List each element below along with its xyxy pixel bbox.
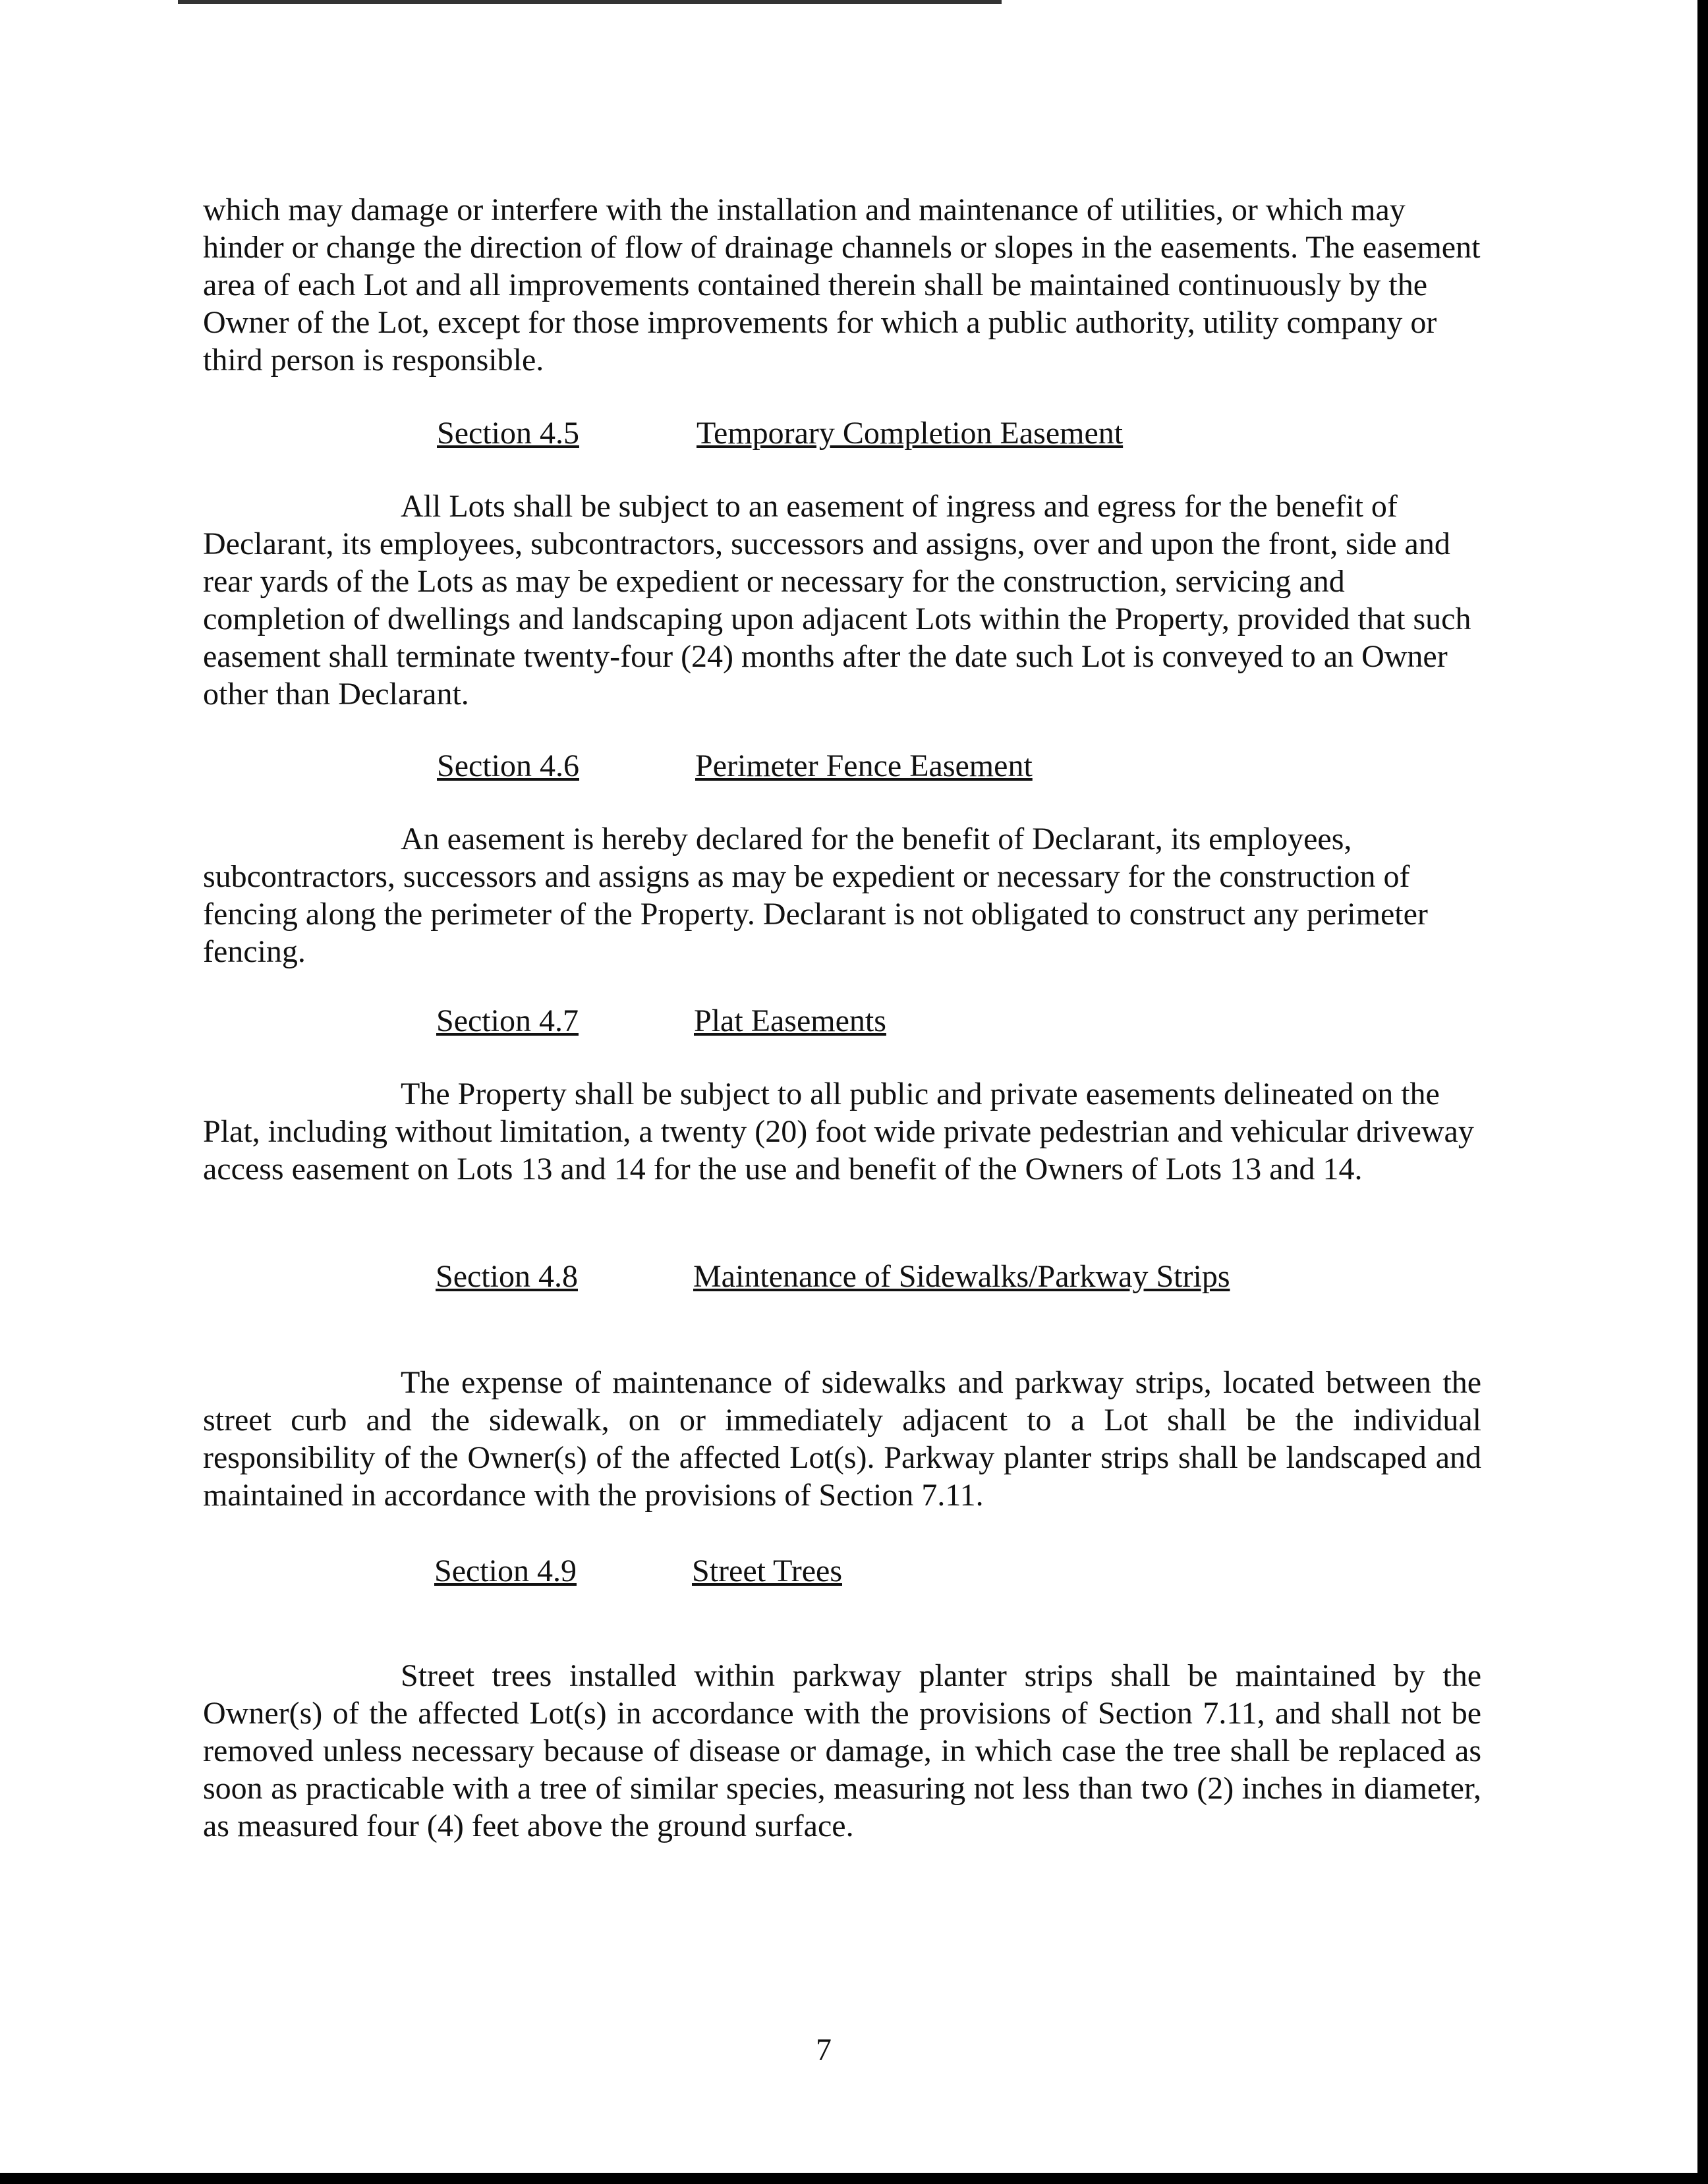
section-4-8-title: Maintenance of Sidewalks/Parkway Strips (693, 1259, 1230, 1294)
section-4-5-number: Section 4.5 (437, 416, 579, 451)
section-4-7-title: Plat Easements (694, 1003, 886, 1038)
section-4-5-body: All Lots shall be subject to an easement of ingress and egress for the benefit of Declarant, its employees, subcontractors, successors and assigns, over and upon the front, side and rear yards of the Lots as may be expedient or necessary for the construction, servicing and completion of dwellings and landscaping upon adjacent Lots within the Property, provided that such easement shall terminate twenty-four (24) months after the date such Lot is conveyed to an Owner other than Declarant. (203, 489, 1471, 712)
section-4-6-body: An easement is hereby declared for the benefit of Declarant, its employees, subcontractors, successors and assigns as may be expedient or necessary for the construction of fencing along the perimeter of the Property. Declarant is not obligated to construct any perimeter fencing. (203, 822, 1428, 969)
section-4-6-title: Perimeter Fence Easement (695, 748, 1033, 783)
section-4-9-number: Section 4.9 (434, 1554, 577, 1588)
top-rule (178, 0, 1002, 4)
section-4-8-number: Section 4.8 (436, 1259, 578, 1294)
section-4-6-number: Section 4.6 (437, 748, 579, 783)
continuation-paragraph: which may damage or interfere with the installation and maintenance of utilities, or which may hinder or change the direction of flow of drainage channels or slopes in the easements. The easement area of each Lot and all improvements contained therein shall be maintained continuously by the Owner of the Lot, except for those improvements for which a public authority, utility company or third person is responsible. (203, 192, 1481, 378)
page-number: 7 (816, 2032, 832, 2067)
section-4-9-title: Street Trees (692, 1554, 842, 1588)
section-4-5-title: Temporary Completion Easement (697, 416, 1124, 451)
section-4-9-body: Street trees installed within parkway planter strips shall be maintained by the Owner(s) of the affected Lot(s) in accordance with the provisions of Section 7.11, and shall not be removed unless necessary because of disease or damage, in which case the tree shall be replaced as soon as practicable with a tree of similar species, measuring not less than two (2) inches in diameter, as measured four (4) feet above the ground surface. (203, 1658, 1481, 1843)
section-4-7-number: Section 4.7 (436, 1003, 579, 1038)
section-4-7-body: The Property shall be subject to all public and private easements delineated on the Plat, including without limitation, a twenty (20) foot wide private pedestrian and vehicular driveway access easement on Lots 13 and 14 for the use and benefit of the Owners of Lots 13 and 14. (203, 1077, 1474, 1187)
section-4-8-body: The expense of maintenance of sidewalks and parkway strips, located between the street curb and the sidewalk, on or immediately adjacent to a Lot shall be the individual responsibility of the Owner(s) of the affected Lot(s). Parkway planter strips shall be landscaped and maintained in accordance with the provisions of Section 7.11. (203, 1365, 1481, 1513)
